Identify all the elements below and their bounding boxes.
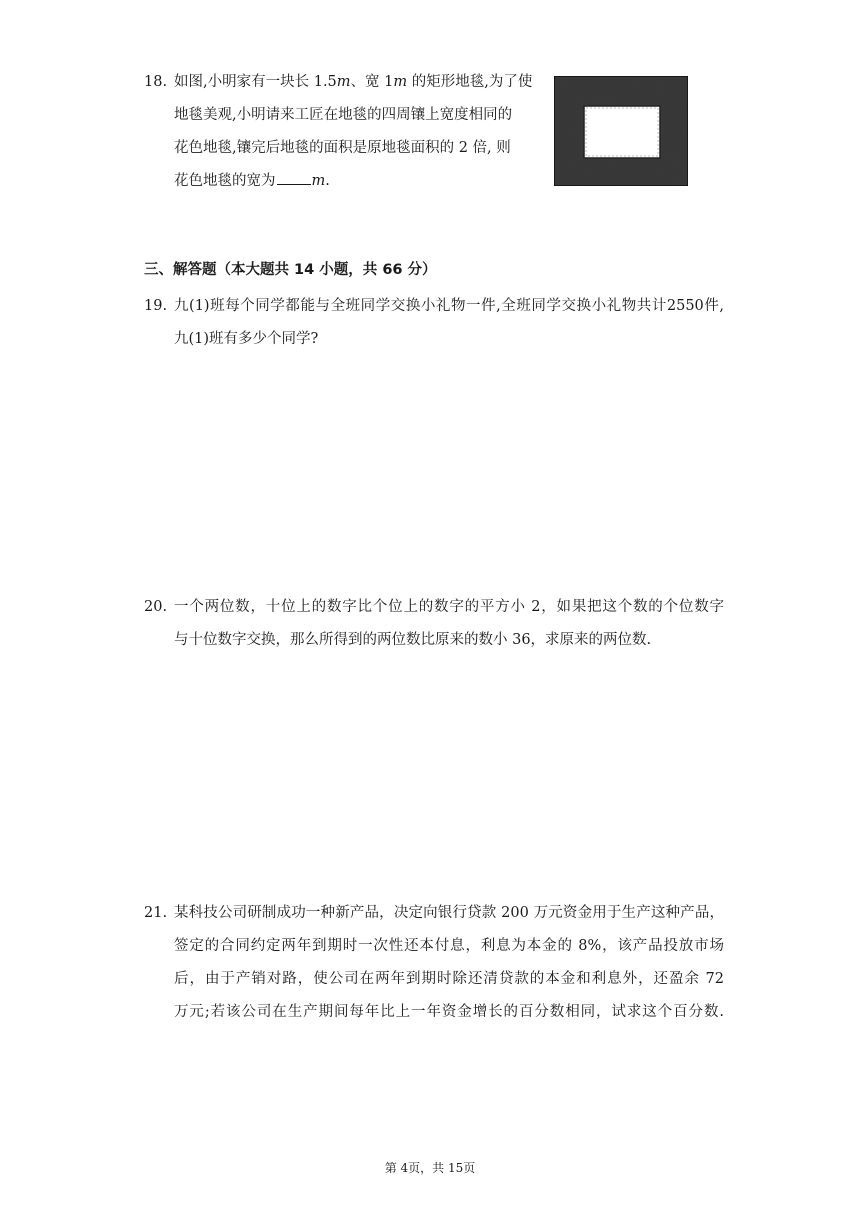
- question-text: [174, 290, 724, 356]
- inner-rug: [584, 106, 660, 158]
- question-line: 一个两位数，十位上的数字比个位上的数字的平方小 2，如果把这个数的个位数字: [174, 599, 724, 615]
- question-text: [174, 66, 536, 198]
- text-fragment: 如图,小明家有一块长 1.5: [174, 74, 337, 90]
- unit-symbol: m: [336, 74, 351, 90]
- text-fragment: 、宽 1: [350, 74, 394, 90]
- question-line: 万元;若该公司在生产期间每年比上一年资金增长的百分数相同，试求这个百分数.: [174, 1004, 724, 1020]
- question-line: 地毯美观,小明请来工匠在地毯的四周镶上宽度相同的: [174, 107, 513, 123]
- question-20: [144, 591, 724, 657]
- question-number: 19.: [144, 298, 168, 314]
- question-number: 21.: [144, 905, 168, 921]
- page-footer: 第 4页，共 15页: [384, 1161, 476, 1175]
- question-line: 后，由于产销对路，使公司在两年到期时除还清贷款的本金和利息外，还盈余 72: [174, 971, 724, 987]
- question-text: [174, 591, 724, 657]
- answer-blank[interactable]: [277, 170, 311, 185]
- question-line: [174, 165, 536, 198]
- question-number: 20.: [144, 599, 168, 615]
- question-text: [174, 897, 724, 1029]
- text-fragment: 的矩形地毯,为了使: [407, 74, 533, 90]
- rug-figure: [553, 75, 689, 187]
- question-21: [144, 897, 724, 1029]
- question-line: 某科技公司研制成功一种新产品，决定向银行贷款 200 万元资金用于生产这种产品，: [174, 905, 724, 921]
- question-line: 与十位数字交换，那么所得到的两位数比原来的数小 36，求原来的两位数.: [174, 632, 652, 648]
- text-fragment: 花色地毯的宽为: [174, 173, 276, 189]
- question-line: 九(1)班每个同学都能与全班同学交换小礼物一件,全班同学交换小礼物共计2550件,: [174, 298, 724, 314]
- question-number: 18.: [144, 74, 168, 90]
- question-18: [144, 66, 536, 198]
- question-line: 签定的合同约定两年到期时一次性还本付息，利息为本金的 8%，该产品投放市场: [174, 938, 724, 954]
- text-fragment: .: [325, 173, 330, 189]
- question-line: [174, 66, 536, 99]
- section-heading: 三、解答题（本大题共 14 小题，共 66 分）: [144, 262, 437, 278]
- question-19: [144, 290, 724, 356]
- unit-symbol: m: [311, 173, 326, 189]
- question-line: 花色地毯,镶完后地毯的面积是原地毯面积的 2 倍, 则: [174, 140, 511, 156]
- unit-symbol: m: [393, 74, 408, 90]
- question-line: 九(1)班有多少个同学?: [174, 331, 319, 347]
